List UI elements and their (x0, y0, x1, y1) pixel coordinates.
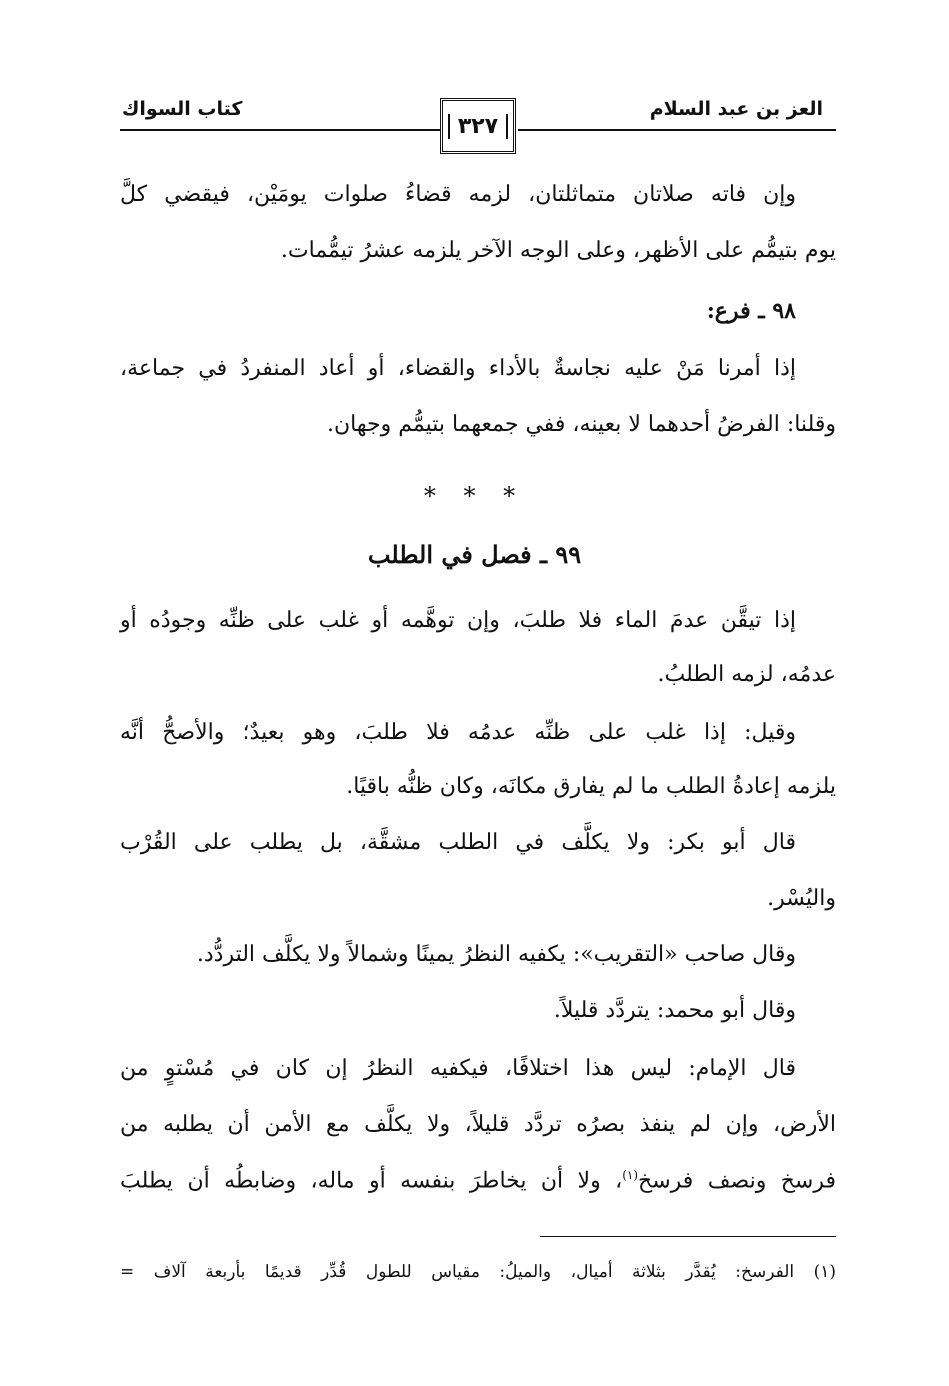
footnote-rule (540, 1236, 836, 1237)
text-line: يوم بتيمُّم على الأظهر، وعلى الوجه الآخر يلزمه عشرُ تيمُّمات. (280, 238, 836, 263)
text-line: قال الإمام: ليس هذا اختلافًا، فيكفيه النظرُ إن كان في مُسْتوٍ من (120, 1056, 796, 1081)
page-number: ٣٢٧ (448, 114, 508, 139)
header-author: العز بن عبد السلام (649, 98, 823, 120)
text-line: واليُسْر. (767, 886, 836, 911)
text-line: يلزمه إعادةُ الطلب ما لم يفارق مكانَه، وكان ظنُّه باقيًا. (346, 774, 836, 799)
text-segment: فرسخ ونصف فرسخ (638, 1168, 836, 1194)
text-line: عدمُه، لزمه الطلبُ. (657, 662, 836, 687)
section-separator: * * * (423, 482, 526, 510)
text-line: وقيل: إذا غلب على ظنِّه عدمُه فلا طلبَ، وهو بعيدٌ؛ والأصحُّ أنَّه (120, 720, 796, 745)
text-line (120, 1168, 836, 1193)
footnote-ref: (١) (622, 1168, 639, 1182)
text-line: وقال صاحب «التقريب»: يكفيه النظرُ يمينًا وشمالاً ولا يكلَّف التردُّد. (196, 942, 796, 967)
text-line: وإن فاته صلاتان متماثلتان، لزمه قضاءُ صلوات يومَيْن، فيقضي كلَّ (120, 182, 796, 207)
page-number-box (440, 98, 516, 154)
text-line: وقلنا: الفرضُ أحدهما لا بعينه، ففي جمعهما بتيمُّم وجهان. (327, 412, 836, 437)
text-line: قال أبو بكر: ولا يكلَّف في الطلب مشقَّة، بل يطلب على القُرْب (120, 830, 796, 855)
header-book-title: كتاب السواك (122, 98, 243, 120)
text-line: وقال أبو محمد: يتردَّد قليلاً. (553, 998, 796, 1023)
text-segment: ، ولا أن يخاطرَ بنفسه أو ماله، وضابطُه أن يطلبَ (120, 1168, 623, 1194)
header-rule-left (120, 129, 440, 131)
subsection-heading: ٩٨ ـ فرع: (706, 298, 796, 324)
text-line: الأرض، وإن لم ينفذ بصرُه تردَّد قليلاً، ولا يكلَّف مع الأمن أن يطلبه من (120, 1112, 836, 1137)
section-title: ٩٩ ـ فصل في الطلب (367, 540, 582, 569)
footnote: (١) الفرسخ: يُقدَّر بثلاثة أميال، والميلُ: مقياس للطول قُدِّر قديمًا بأربعة آلاف = (120, 1262, 836, 1282)
text-line: إذا أمرنا مَنْ عليه نجاسةٌ بالأداء والقضاء، أو أعاد المنفردُ في جماعة، (120, 356, 796, 381)
text-line: إذا تيقَّن عدمَ الماء فلا طلبَ، وإن توهَّمه أو غلب على ظنِّه وجودُه أو (120, 608, 796, 633)
header-rule-right (518, 129, 836, 131)
